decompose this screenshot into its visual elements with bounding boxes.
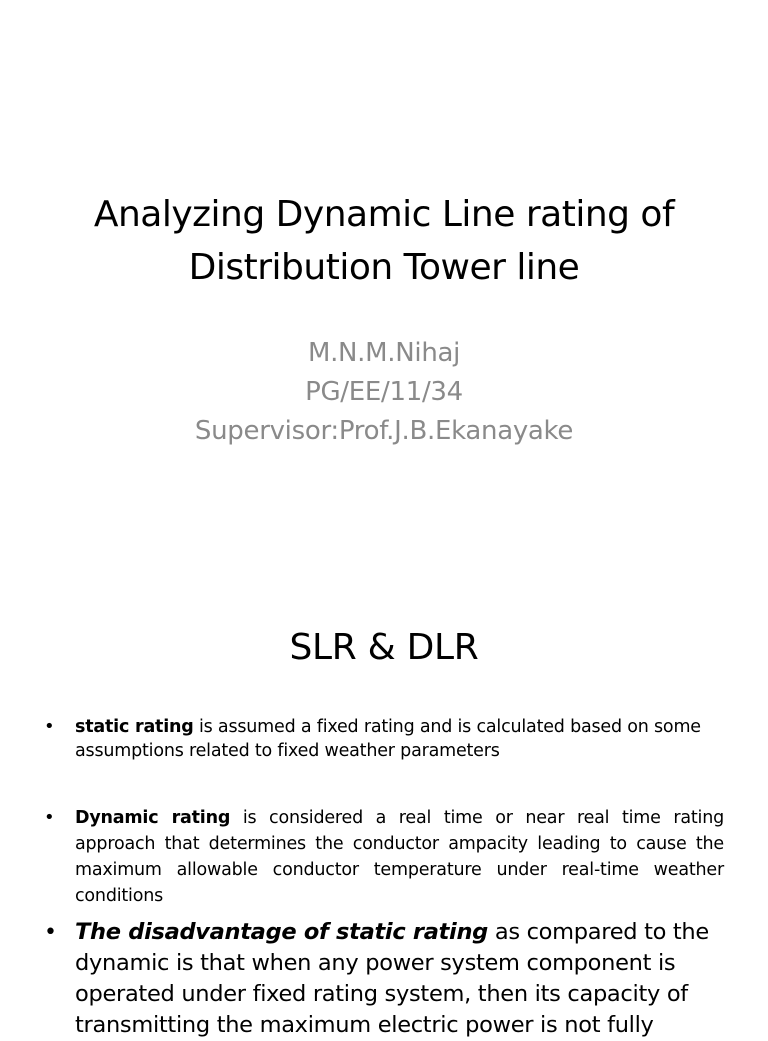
slr-dlr-slide bbox=[0, 545, 768, 1038]
bullet-lead: static rating bbox=[75, 717, 194, 737]
bullet-lead: The disadvantage of static rating bbox=[75, 919, 488, 945]
bullet-symbol: • bbox=[44, 920, 57, 945]
bullet-symbol: • bbox=[44, 807, 55, 828]
bullet-lead: Dynamic rating bbox=[75, 808, 231, 828]
supervisor-name: Supervisor:Prof.J.B.Ekanayake bbox=[194, 416, 574, 446]
bullet-text bbox=[75, 805, 724, 909]
bullet-disadvantage bbox=[44, 917, 724, 1041]
bullet-symbol: • bbox=[44, 716, 55, 737]
author-block bbox=[0, 334, 768, 451]
bullet-dynamic-rating bbox=[44, 805, 724, 909]
slide-title: SLR & DLR bbox=[289, 627, 479, 668]
bullet-body: is assumed a fixed rating and is calculated based on some assumptions related to fixed weather parameters bbox=[75, 717, 701, 761]
author-name: M.N.M.Nihaj bbox=[307, 338, 461, 368]
bullet-text bbox=[75, 917, 724, 1041]
title-line-2: Distribution Tower line bbox=[188, 247, 580, 288]
bullet-static-rating bbox=[44, 715, 724, 763]
bullet-text bbox=[75, 715, 724, 763]
registration-number: PG/EE/11/34 bbox=[305, 377, 463, 407]
bullet-body: as compared to the dynamic is that when any power system component is operated under fixed rating system, then its capacity of transmitting the maximum electric power is not fully bbox=[75, 919, 709, 1038]
presentation-title bbox=[0, 188, 768, 294]
title-line-1: Analyzing Dynamic Line rating of bbox=[93, 194, 675, 235]
bullet-body: is considered a real time or near real time rating approach that determines the conductor ampacity leading to cause the maximum allowable conductor temperature under real-time weather conditions bbox=[75, 808, 724, 906]
